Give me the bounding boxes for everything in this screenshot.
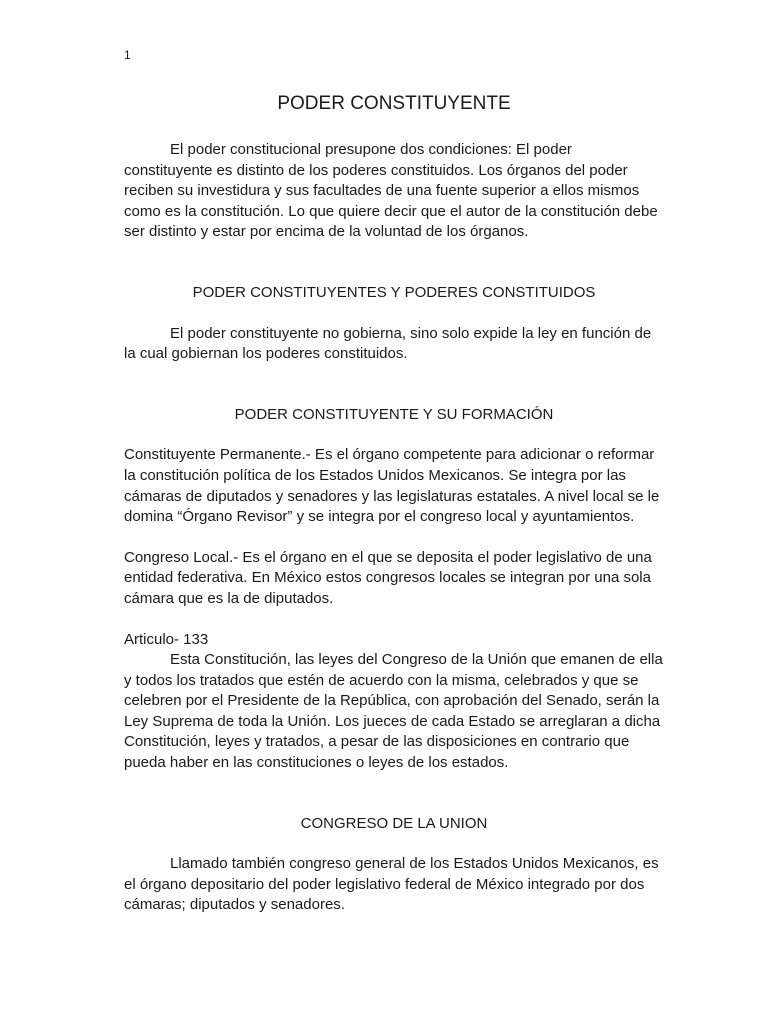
spacer — [124, 528, 664, 548]
section-heading-formacion: PODER CONSTITUYENTE Y SU FORMACIÓN — [234, 405, 554, 423]
paragraph-congreso-local: Congreso Local.- Es el órgano en el que se deposita el poder legislativo de una entidad federativa. En México estos congresos locales se integran por una sola cámara que es la de diputados. — [124, 548, 652, 607]
spacer — [124, 243, 664, 283]
spacer — [124, 425, 664, 445]
section-paragraph-poderes: El poder constituyente no gobierna, sino solo expide la ley en función de la cual gobiernan los poderes constituidos. — [124, 324, 652, 363]
article-label: Articulo- 133 — [124, 630, 209, 648]
intro-paragraph: El poder constitucional presupone dos condiciones: El poder constituyente es distinto de los poderes constituidos. Los órganos del poder reciben su investidura y sus facultades de una fuente superior a ellos mismos como es la constitución. Lo que quiere decir que el autor de la constitución debe ser distinto y estar por encima de la voluntad de los órganos. — [124, 141, 658, 241]
page-number: 1 — [124, 48, 131, 62]
spacer — [124, 610, 664, 630]
section-paragraph-congreso: Llamado también congreso general de los Estados Unidos Mexicanos, es el órgano depositario del poder legislativo federal de México integrado por dos cámaras; diputados y senadores. — [124, 855, 659, 914]
paragraph-constituyente-permanente: Constituyente Permanente.- Es el órgano competente para adicionar o reformar la constitución política de los Estados Unidos Mexicanos. Se integra por las cámaras de diputados y senadores y las legislaturas estatales. A nivel local se le domina “Órgano Revisor” y se integra por el congreso local y ayuntamientos. — [124, 446, 660, 526]
spacer — [124, 365, 664, 405]
document-title: PODER CONSTITUYENTE — [277, 93, 511, 114]
article-paragraph: Esta Constitución, las leyes del Congreso de la Unión que emanen de ella y todos los tratados que estén de acuerdo con la misma, celebrados y que se celebren por el Presidente de la República, con aprobación del Senado, serán la Ley Suprema de toda la Unión. Los jueces de cada Estado se arreglaran a dicha Constitución, leyes y tratados, a pesar de las disposiciones en contrario que pueda haber en las constituciones o leyes de los estados. — [124, 651, 663, 772]
document-body — [124, 92, 664, 916]
section-heading-congreso: CONGRESO DE LA UNION — [300, 814, 488, 832]
spacer — [124, 834, 664, 854]
spacer — [124, 774, 664, 814]
section-heading-poderes: PODER CONSTITUYENTES Y PODERES CONSTITUIDOS — [192, 283, 596, 301]
spacer — [124, 304, 664, 324]
